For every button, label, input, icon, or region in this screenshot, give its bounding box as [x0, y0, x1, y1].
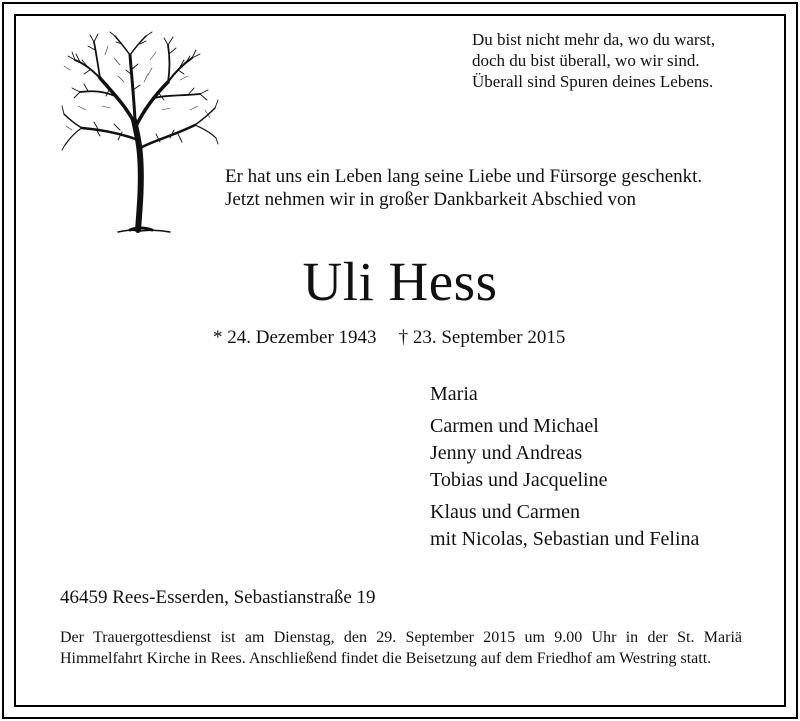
mourner-line: mit Nicolas, Sebastian und Felina — [430, 528, 700, 550]
mourners-list — [430, 381, 699, 558]
mourner-group — [430, 499, 699, 553]
birth-date: * 24. Dezember 1943 — [213, 327, 377, 348]
poem-line: Überall sind Spuren deines Lebens. — [472, 72, 714, 91]
mourner-line: Klaus und Carmen — [430, 501, 580, 523]
mourner-line: Tobias und Jacqueline — [430, 469, 608, 491]
mourner-line: Maria — [430, 383, 478, 405]
mourner-group — [430, 413, 699, 494]
bare-tree-icon — [60, 30, 220, 235]
poem-line: Du bist nicht mehr da, wo du warst, — [472, 30, 716, 49]
service-notice: Der Trauergottesdienst ist am Dienstag, den 29. September 2015 um 9.00 Uhr in der St. Mariä Himmelfahrt Kirche in Rees. Anschließend findet die Beisetzung auf dem Friedhof am Westring statt. — [60, 629, 742, 667]
intro-line-1: Er hat uns ein Leben lang seine Liebe und Fürsorge geschenkt. — [225, 166, 703, 187]
mourner-line: Carmen und Michael — [430, 415, 599, 437]
mourner-line: Jenny und Andreas — [430, 442, 583, 464]
deceased-name: Uli Hess — [302, 251, 498, 312]
death-date: † 23. September 2015 — [398, 327, 566, 348]
poem — [472, 29, 715, 92]
mourner-group — [430, 381, 699, 408]
poem-line: doch du bist überall, wo wir sind. — [472, 51, 700, 70]
life-dates — [213, 326, 565, 350]
intro-line-2: Jetzt nehmen wir in großer Dankbarkeit Abschied von — [225, 189, 637, 210]
intro-text — [225, 165, 702, 211]
address: 46459 Rees-Esserden, Sebastianstraße 19 — [60, 587, 376, 608]
